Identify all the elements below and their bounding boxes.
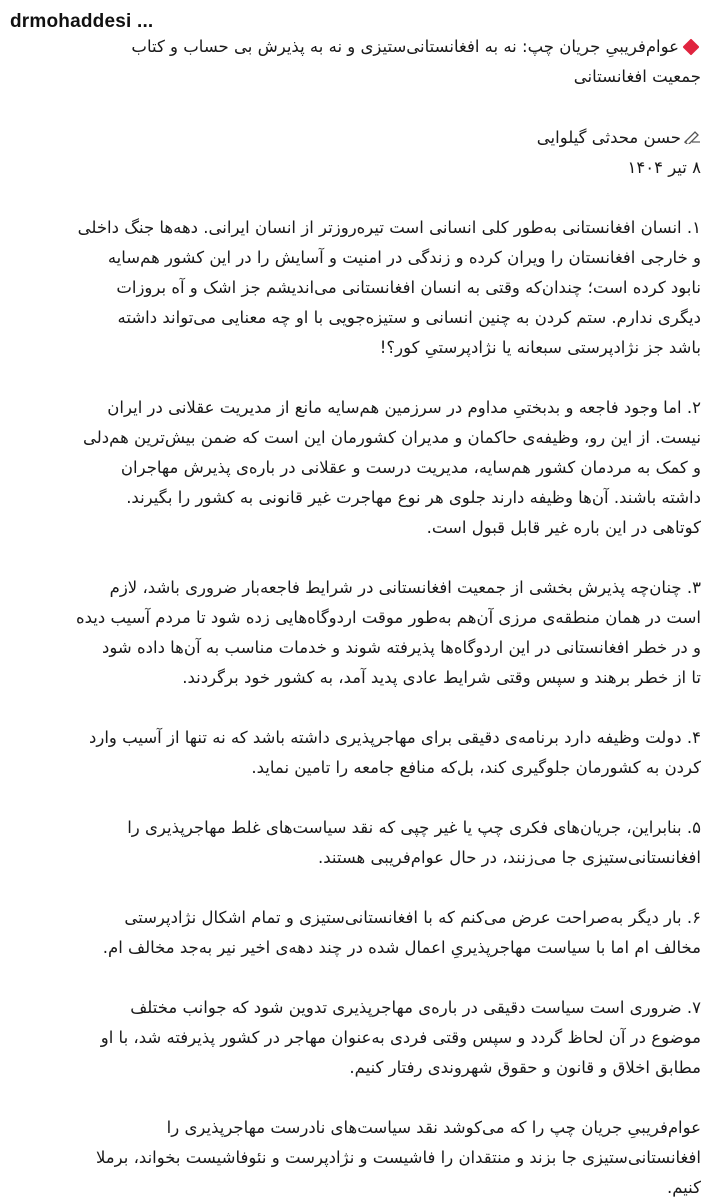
paragraph-7: ۷. ضروری است سیاست دقیقی در باره‌ی مهاجرپذیری تدوین شود که جوانب مختلف موضوع در آن لحاظ گردد و سپس وقتی فردی به‌عنوان مهاجر در کشور پذیرفته شد، با او مطابق اخلاق و قانون و حقوق شهروندی رفتار کنیم.	[100, 998, 701, 1077]
post-title: عوام‌فریبیِ جریان چپ: نه به افغانستانی‌ستیزی و نه به پذیرش بی حساب و کتاب جمعیت افغانستانی	[131, 37, 701, 86]
post-caption	[22, 32, 701, 1203]
paragraph-5: ۵. بنابراین، جریان‌های فکری چپ یا غیر چپی که نقد سیاست‌های غلط مهاجرپذیری را افغانستانی‌ستیزی جا می‌زنند، در حال عوام‌فریبی هستند.	[127, 818, 701, 867]
post-title-line	[22, 32, 701, 92]
author-line	[22, 123, 701, 153]
paragraph-4: ۴. دولت وظیفه دارد برنامه‌ی دقیقی برای مهاجرپذیری داشته باشد که نه تنها از آسیب وارد کردن به کشورمان جلوگیری کند، بل‌که منافع جامعه را تامین نماید.	[89, 728, 701, 777]
closing-paragraph: عوام‌فریبیِ جریان چپ را که می‌کوشد نقد سیاست‌های نادرست مهاجرپذیری را افغانستانی‌ستیزی جا بزند و منتقدان را فاشیست و نژادپرست و نئوفاشیست بخواند، برملا کنیم.	[95, 1118, 701, 1197]
writing-hand-icon	[683, 124, 701, 138]
paragraph-6: ۶. بار دیگر به‌صراحت عرض می‌کنم که با افغانستانی‌ستیزی و تمام اشکال نژادپرستی مخالف ام اما با سیاست مهاجرپذیریِ اعمال شده در چند دهه‌ی اخیر نیر به‌جد مخالف ام.	[102, 908, 701, 957]
paragraph-3: ۳. چنان‌چه پذیرش بخشی از جمعیت افغانستانی در شرایط فاجعه‌بار ضروری باشد، لازم است در همان منطقه‌ی مرزی آن‌هم به‌طور موقت اردوگاه‌هایی زده شود تا مردم آسیب دیده و در خطر افغانستانی در این اردوگاه‌ها پذیرفته شوند و خدمات مناسب به آن‌ها داده شود تا از خطر برهند و سپس وقتی شرایط عادی پدید آمد، به کشور خود برگردند.	[75, 578, 701, 687]
red-diamond-icon	[683, 39, 700, 56]
username-link[interactable]: drmohaddesi ...	[10, 11, 154, 32]
paragraph-1: ۱. انسان افغانستانی به‌طور کلی انسانی است تیره‌روزتر از انسان ایرانی. دهه‌ها جنگ داخلی و خارجی افغانستان را ویران کرده و زندگی در امنیت و آسایش را در این کشور هم‌سایه نابود کرده است؛ چندان‌که وقتی به انسان افغانستانی می‌اندیشم جز اشک و آه بروزات دیگری ندارم. ستم کردن به چنین انسانی و ستیزه‌جویی با او چه معنایی می‌تواند داشته باشد جز نژادپرستی سبعانه یا نژادپرستیِ کور؟!	[77, 218, 701, 357]
author-name: حسن محدثی گیلوایی	[536, 128, 681, 147]
post-date: ۸ تیر ۱۴۰۴	[627, 158, 701, 177]
paragraph-2: ۲. اما وجود فاجعه و بدبختیِ مداوم در سرزمین هم‌سایه مانع از مدیریت عقلانی در ایران نیست. از این رو، وظیفه‌ی حاکمان و مدیران کشورمان این است که ضمن بیش‌ترین هم‌دلی و کمک به مردمان کشور هم‌سایه، مدیریت درست و عقلانی در باره‌ی پذیرش مهاجران داشته باشند. آن‌ها وظیفه دارند جلوی هر نوع مهاجرت غیر قانونی به کشور را بگیرند. کوتاهی در این باره غیر قابل قبول است.	[82, 398, 701, 537]
